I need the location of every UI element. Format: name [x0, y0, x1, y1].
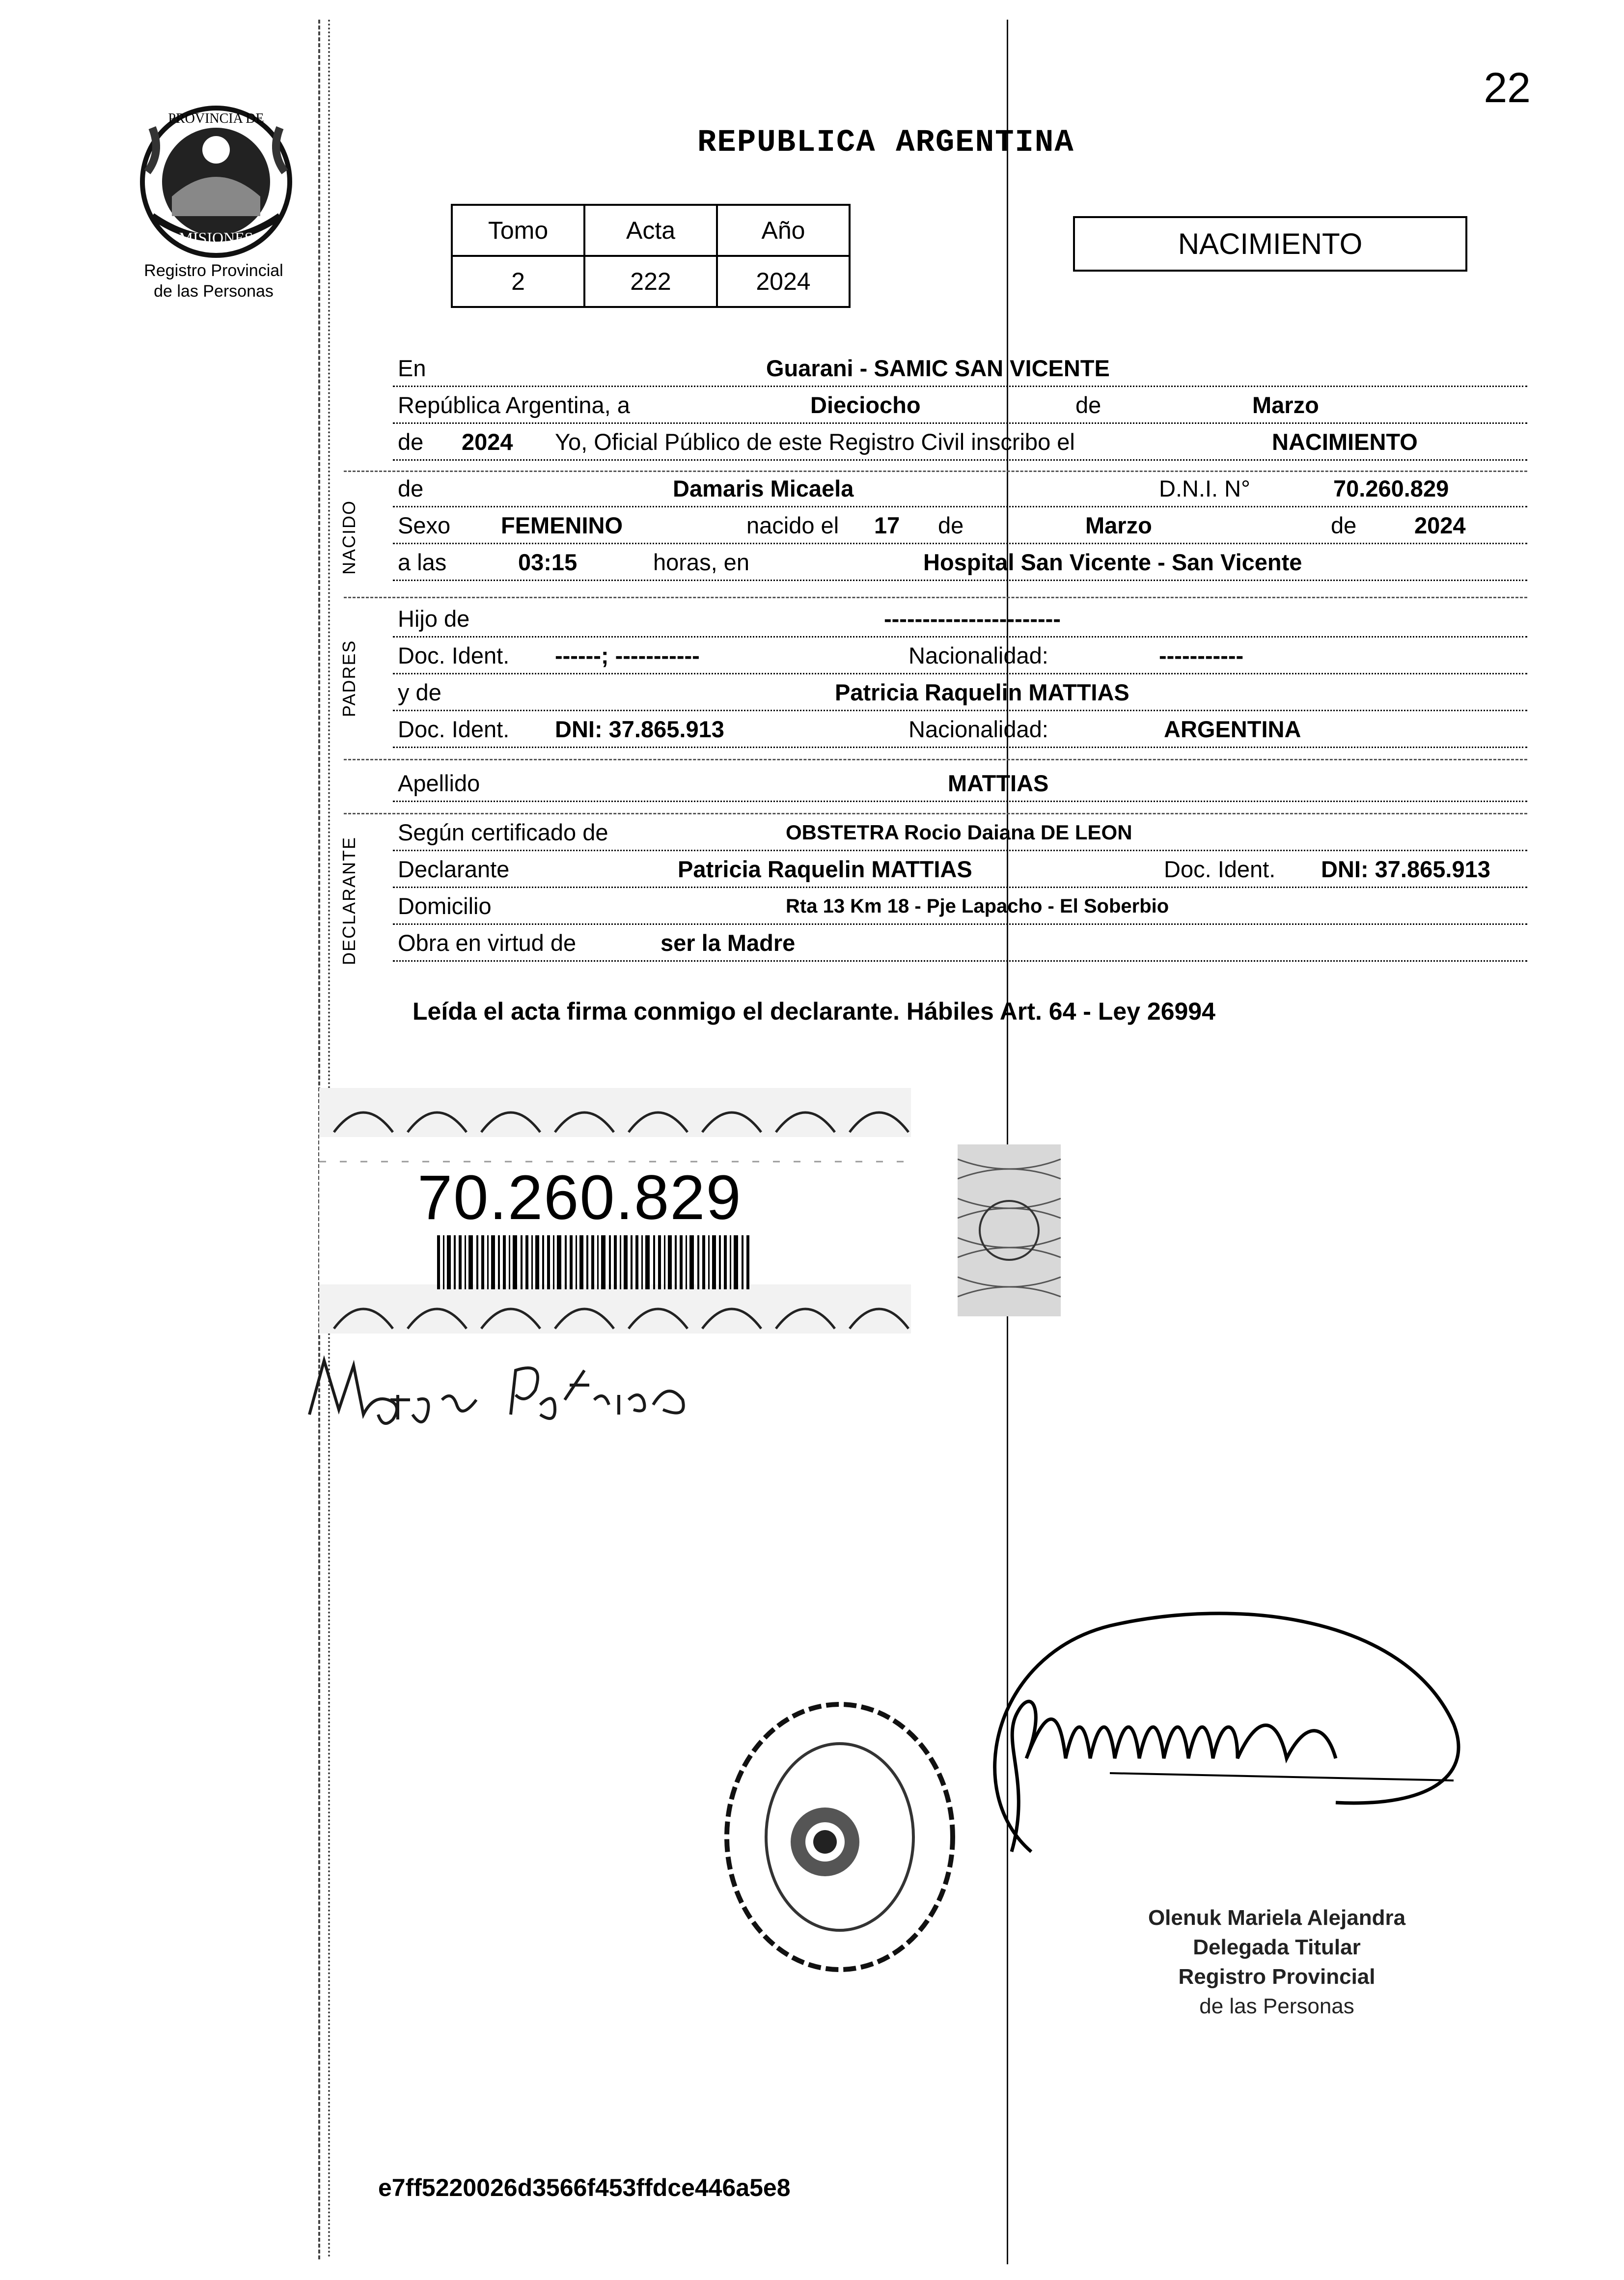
inscribo-value: NACIMIENTO [1272, 429, 1418, 455]
oficial-text: Yo, Oficial Público de este Registro Civil inscribo el [555, 429, 1075, 455]
page-number: 22 [1484, 64, 1531, 111]
declarante-doc-label: Doc. Ident. [1164, 856, 1276, 882]
domicilio-label: Domicilio [398, 893, 492, 919]
nac-mes: Marzo [1085, 512, 1152, 538]
section-label-declarante: DECLARANTE [339, 836, 359, 965]
section-label-padres: PADRES [339, 640, 359, 717]
declarante-label: Declarante [398, 856, 510, 882]
row-domicilio [393, 889, 1527, 925]
acta-value: 222 [584, 256, 717, 307]
country-title: REPUBLICA ARGENTINA [697, 125, 1074, 161]
hijo-de-value: ----------------------- [884, 606, 1061, 632]
horas-en-label: horas, en [653, 549, 749, 575]
row-en [393, 351, 1527, 387]
record-type-box: NACIMIENTO [1073, 216, 1467, 272]
reference-table [451, 204, 851, 308]
separator-apellido-top [344, 759, 1527, 760]
separator-padres-top [344, 597, 1527, 598]
padre-doc-label: Doc. Ident. [398, 642, 510, 668]
official-signature [963, 1596, 1478, 1881]
row-segun [393, 815, 1527, 851]
row-hora [393, 545, 1527, 581]
madre-nac-label: Nacionalidad: [908, 716, 1048, 742]
nac-anio: 2024 [1414, 512, 1466, 538]
anio-value: 2024 [717, 256, 850, 307]
obra-value: ser la Madre [661, 930, 796, 956]
row-fecha [393, 388, 1527, 424]
row-apellido [393, 766, 1527, 802]
registry-label-line2: de las Personas [154, 282, 274, 301]
section-label-nacido: NACIDO [339, 500, 359, 575]
a-las-label: a las [398, 549, 447, 575]
dia-value: Dieciocho [810, 392, 921, 418]
anio-value: 2024 [462, 429, 513, 455]
hologram-icon [958, 1144, 1061, 1316]
declarante-value: Patricia Raquelin MATTIAS [678, 856, 972, 882]
acta-header: Acta [584, 205, 717, 256]
seal-text-top: PROVINCIA DE [168, 111, 264, 126]
row-sexo [393, 508, 1527, 544]
anio-header: Año [717, 205, 850, 256]
legal-legend: Leída el acta firma conmigo el declarante. Hábiles Art. 64 - Ley 26994 [413, 998, 1215, 1025]
nac-dia: 17 [874, 512, 900, 538]
en-label: En [398, 355, 426, 381]
document-hash: e7ff5220026d3566f453ffdce446a5e8 [378, 2174, 791, 2201]
separator-declarante-top [344, 813, 1527, 814]
apellido-label: Apellido [398, 770, 480, 796]
nombre-value: Damaris Micaela [673, 475, 854, 501]
row-declarante [393, 852, 1527, 888]
hora-value: 03:15 [518, 549, 578, 575]
padre-doc-value: ------; ----------- [555, 642, 700, 668]
en-value: Guarani - SAMIC SAN VICENTE [766, 355, 1110, 381]
seal-text-bottom: MISIONES [179, 229, 253, 247]
de-label: de [1075, 392, 1101, 418]
dni-label: D.N.I. N° [1159, 475, 1250, 501]
de-label-3: de [398, 475, 424, 501]
segun-label: Según certificado de [398, 819, 608, 845]
y-de-label: y de [398, 679, 441, 705]
sticker-number: 70.260.829 [417, 1163, 742, 1233]
hijo-de-label: Hijo de [398, 606, 470, 632]
row-nombre [393, 472, 1527, 507]
sexo-label: Sexo [398, 512, 451, 538]
de-label-5: de [1331, 512, 1357, 538]
official-org-line1: Registro Provincial [1178, 1965, 1376, 1989]
registry-label [113, 260, 314, 302]
obra-label: Obra en virtud de [398, 930, 577, 956]
madre-doc-value: DNI: 37.865.913 [555, 716, 724, 742]
handwritten-signature [304, 1341, 707, 1439]
madre-value: Patricia Raquelin MATTIAS [835, 679, 1129, 705]
row-inscribo [393, 425, 1527, 461]
segun-value: OBSTETRA Rocio Daiana DE LEON [786, 821, 1132, 844]
barcode-icon [437, 1235, 751, 1289]
tomo-value: 2 [452, 256, 584, 307]
madre-doc-label: Doc. Ident. [398, 716, 510, 742]
lugar-value: Hospital San Vicente - San Vicente [923, 549, 1302, 575]
row-hijo-de [393, 602, 1527, 638]
declarante-doc-value: DNI: 37.865.913 [1321, 856, 1490, 882]
de-label-2: de [398, 429, 424, 455]
row-padre-doc [393, 639, 1527, 674]
domicilio-value: Rta 13 Km 18 - Pje Lapacho - El Soberbio [786, 895, 1169, 917]
sexo-value: FEMENINO [501, 512, 623, 538]
row-obra [393, 926, 1527, 962]
row-madre [393, 675, 1527, 711]
nacido-el-label: nacido el [746, 512, 839, 538]
apellido-value: MATTIAS [948, 770, 1049, 796]
mes-value: Marzo [1252, 392, 1319, 418]
dni-value: 70.260.829 [1333, 475, 1449, 501]
padre-nac-value: ----------- [1159, 642, 1244, 668]
de-label-4: de [938, 512, 964, 538]
official-org-line2: de las Personas [1199, 1994, 1354, 2018]
republica-label: República Argentina, a [398, 392, 630, 418]
tomo-header: Tomo [452, 205, 584, 256]
official-name: Olenuk Mariela Alejandra [1148, 1906, 1406, 1930]
official-role: Delegada Titular [1193, 1935, 1361, 1959]
row-madre-doc [393, 712, 1527, 748]
madre-nac-value: ARGENTINA [1164, 716, 1301, 742]
padre-nac-label: Nacionalidad: [908, 642, 1048, 668]
official-stamp-icon [712, 1690, 967, 1979]
province-seal-icon [133, 98, 300, 265]
registry-label-line1: Registro Provincial [144, 261, 283, 280]
